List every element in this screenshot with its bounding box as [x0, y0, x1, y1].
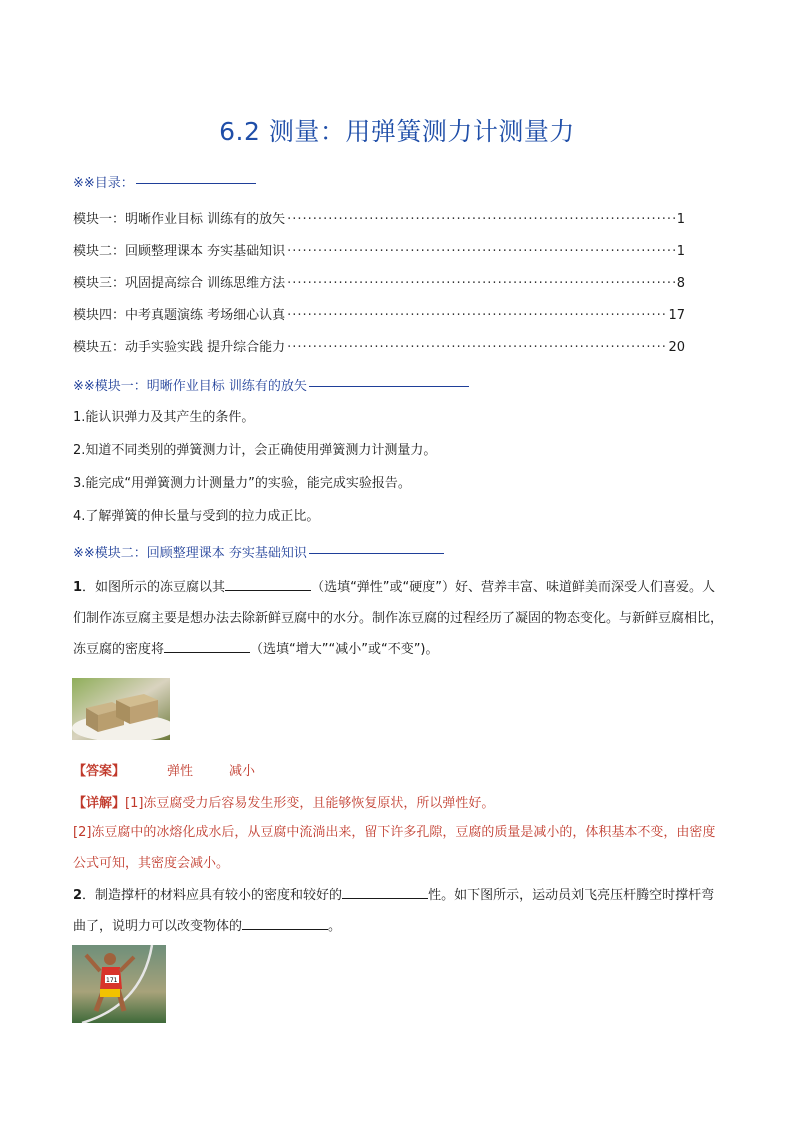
goal-3: 3.能完成“用弹簧测力计测量力”的实验，能完成实验报告。 [73, 476, 411, 491]
toc-leader [287, 212, 675, 227]
answer-blank[interactable] [225, 576, 311, 591]
toc-heading: ※※目录： [73, 172, 256, 191]
question-2: 2．制造撑杆的材料应具有较小的密度和较好的 性。如下图所示，运动员刘飞亮压杆腾空时撑杆弯曲了，说明力可以改变物体的 。 [73, 880, 725, 942]
toc-leader [287, 276, 675, 291]
toc-item-5[interactable]: 模块五：动手实验实践 提升综合能力 ····· 20 [73, 336, 685, 355]
bib-number: 171 [106, 977, 118, 984]
goal-1: 1.能认识弹力及其产生的条件。 [73, 410, 255, 425]
question-1: 1．如图所示的冻豆腐以其 （选填“弹性”或“硬度”）好、营养丰富、味道鲜美而深受人们喜爱。人们制作冻豆腐主要是想办法去除新鲜豆腐中的水分。制作冻豆腐的过程经历了凝固的物态变化。与新鲜豆腐相比，冻豆腐的密度将 （选填“增大”“减小”或“不变”)。 [73, 572, 725, 665]
page-title: 6.2 测量：用弹簧测力计测量力 [219, 117, 575, 146]
heading-underline [309, 553, 444, 554]
answer-blank[interactable] [164, 638, 250, 653]
toc-item-4[interactable]: 模块四：中考真题演练 考场细心认真 ····· 17 [73, 304, 685, 323]
goal-2: 2.知道不同类别的弹簧测力计，会正确使用弹簧测力计测量力。 [73, 443, 437, 458]
detail-line-1: 【详解】[1]冻豆腐受力后容易发生形变，且能够恢复原状，所以弹性好。 [73, 796, 495, 811]
toc-leader [287, 244, 675, 259]
toc-item-1[interactable]: 模块一：明晰作业目标 训练有的放矢 ····· 1 [73, 208, 685, 227]
module1-heading: ※※模块一：明晰作业目标 训练有的放矢 [73, 375, 469, 394]
toc-item-2[interactable]: 模块二：回顾整理课本 夯实基础知识 ····· 1 [73, 240, 685, 259]
detail-line-2: [2]冻豆腐中的冰熔化成水后，从豆腐中流淌出来，留下许多孔隙，豆腐的质量是减小的，体积基本不变，由密度公式可知，其密度会减小。 [73, 825, 716, 871]
toc-leader [287, 308, 666, 323]
frozen-tofu-image [72, 678, 170, 740]
answer-line: 【答案】 弹性 减小 [73, 764, 256, 779]
toc-item-3[interactable]: 模块三：巩固提高综合 训练思维方法 ····· 8 [73, 272, 685, 291]
goal-4: 4.了解弹簧的伸长量与受到的拉力成正比。 [73, 509, 320, 524]
toc-leader [287, 340, 666, 355]
heading-underline [136, 183, 256, 184]
module2-heading: ※※模块二：回顾整理课本 夯实基础知识 [73, 542, 444, 561]
heading-underline [309, 386, 469, 387]
answer-blank[interactable] [242, 915, 328, 930]
answer-blank[interactable] [342, 884, 428, 899]
pole-vault-image [72, 945, 166, 1023]
